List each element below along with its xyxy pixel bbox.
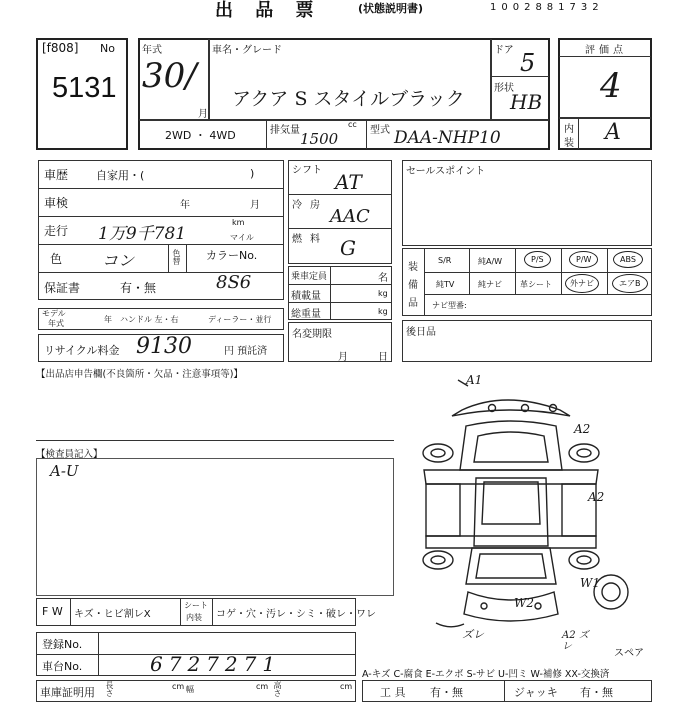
grade-score-label: 評価点: [585, 45, 627, 56]
reg-no-label: 登録No.: [42, 638, 83, 651]
height-unit: cm: [340, 682, 353, 691]
height-label: 高さ: [273, 681, 282, 697]
door-value: 5: [520, 49, 536, 77]
shift-label: シフト: [292, 165, 322, 176]
garage-cert-label: 車庫証明用: [40, 686, 95, 699]
usage-value: 自家用・(: [96, 169, 145, 182]
width-label: 幅: [186, 685, 194, 694]
interior-label-2: 装: [564, 138, 574, 149]
usage-label: 車歴: [44, 168, 69, 182]
inspection-year: 年: [180, 200, 190, 211]
car-name-value: アクア S スタイルブラック: [232, 88, 465, 110]
inspection-month: 月: [250, 200, 260, 211]
equip-leather-seat: 革シート: [520, 280, 552, 289]
name-change-month: 月: [338, 352, 348, 363]
jack-value: 有・無: [580, 686, 613, 699]
chassis-no-label: 車台No.: [42, 660, 83, 673]
fw-label: F W: [42, 605, 63, 618]
jack-label: ジャッキ: [514, 686, 558, 699]
recycle-unit: 円 預託済: [224, 346, 268, 357]
ac-label: 冷房: [292, 200, 328, 211]
fw-damage-types: キズ・ヒビ割レX: [74, 609, 151, 620]
dealer-label: ディーラー・並行: [208, 315, 272, 324]
shape-value: HB: [510, 90, 543, 114]
color-label: 色: [50, 252, 63, 266]
chassis-no-value: 6727271: [150, 652, 282, 676]
capacity-unit: 名: [378, 273, 388, 284]
grade-score-value: 4: [600, 66, 622, 106]
after-items-box: [402, 320, 652, 362]
equip-alloy-wheel: 純A/W: [478, 257, 503, 266]
model-code-value: DAA-NHP10: [394, 128, 501, 148]
serial-number: 1002881732: [490, 2, 604, 13]
load-label: 積載量: [291, 291, 321, 302]
month-label: 月: [198, 109, 208, 120]
year-label: 年式: [142, 45, 162, 56]
equip-aftermarket-navi: 外ナビ: [565, 274, 599, 293]
length-label: 長さ: [105, 681, 114, 697]
gross-unit: kg: [378, 307, 388, 316]
usage-close: ): [250, 167, 255, 180]
seat-label-2: 内装: [186, 613, 202, 622]
mark-front-right: A2: [574, 422, 591, 436]
seat-damage-types: コゲ・穴・汚レ・シミ・破レ・ワレ: [216, 609, 376, 620]
mark-rear-left: ズレ: [462, 628, 484, 641]
equip-abs: ABS: [613, 251, 643, 268]
seller-notes-label: 【出品店申告欄(不良箇所・欠品・注意事項等)】: [36, 369, 243, 380]
mileage-unit-mile: マイル: [230, 233, 254, 242]
model-year-label-1: モデル: [42, 309, 66, 318]
spare-label: スペア: [614, 648, 644, 659]
model-year-unit: 年: [104, 315, 112, 324]
mark-rear-right: W1: [580, 576, 600, 590]
recycle-label: リサイクル料金: [44, 344, 120, 357]
interior-grade-value: A: [605, 120, 621, 145]
name-change-day: 日: [378, 352, 388, 363]
capacity-label: 乗車定員: [291, 272, 328, 282]
shift-value: AT: [335, 170, 362, 194]
fuel-label: 燃料: [292, 234, 328, 245]
inspector-note: A-U: [50, 462, 79, 480]
year-value: 30/: [142, 56, 197, 96]
equip-genuine-tv: 純TV: [436, 280, 455, 289]
tools-value: 有・無: [430, 686, 463, 699]
gross-label: 総重量: [291, 309, 321, 320]
tools-label: 工 具: [380, 686, 406, 699]
color-no-label: カラーNo.: [206, 249, 258, 262]
lot-number: 5131: [52, 72, 117, 104]
equip-sunroof: S/R: [438, 256, 452, 265]
model-year-label-2: 年式: [48, 319, 64, 328]
displacement-value: 1500: [300, 130, 339, 148]
name-change-label: 名変期限: [292, 329, 332, 340]
inspector-label: 【検査員記入】: [36, 449, 103, 460]
equip-airbag: エアB: [612, 274, 648, 293]
fuel-value: G: [340, 236, 356, 260]
damage-legend: A-キズ C-腐食 E-エクボ S-サビ U-凹ミ W-補修 XX-交換済: [362, 669, 610, 680]
ac-value: AAC: [330, 206, 370, 227]
mileage-label: 走行: [44, 224, 69, 238]
equip-genuine-navi: 純ナビ: [478, 280, 502, 289]
mark-side-right: A2: [588, 490, 605, 504]
equipment-label-3: 品: [408, 298, 418, 309]
recycle-value: 9130: [136, 334, 192, 359]
mark-front-top: A1: [466, 373, 483, 387]
drive-type-label: 2WD ・ 4WD: [165, 129, 236, 142]
mileage-value: 1万9千781: [98, 224, 187, 244]
load-unit: kg: [378, 289, 388, 298]
after-items-label: 後日品: [406, 327, 436, 338]
length-unit: cm: [172, 682, 185, 691]
mark-rear-far: A2 ズレ: [562, 630, 589, 652]
inspection-label: 車検: [44, 196, 69, 210]
warranty-label: 保証書: [44, 281, 81, 295]
color-value: コン: [102, 251, 135, 270]
inspector-box: [36, 458, 394, 596]
seat-label-1: シート: [184, 601, 208, 610]
displacement-label: 排気量: [270, 125, 300, 136]
lot-prefix: [f808]: [42, 41, 79, 55]
car-condition-diagram: [410, 378, 660, 638]
lot-no-label: No: [100, 42, 115, 55]
equipment-label-2: 備: [408, 280, 418, 291]
color-no-value: 8S6: [216, 272, 252, 293]
navi-model-label: ナビ型番:: [432, 301, 467, 310]
car-name-label: 車名・グレード: [212, 45, 282, 56]
shape-label: 形状: [494, 83, 514, 94]
mark-rear-bottom: W2: [514, 596, 534, 610]
door-label: ドア: [494, 45, 514, 56]
width-unit: cm: [256, 682, 269, 691]
sales-point-label: セールスポイント: [406, 166, 486, 177]
warranty-value: 有・無: [120, 281, 157, 295]
handle-label: ハンドル 左・右: [120, 315, 179, 324]
equip-power-steering: P/S: [524, 251, 551, 268]
sheet-subtitle: (状態説明書): [358, 2, 424, 15]
displacement-unit: cc: [348, 120, 357, 129]
equipment-label-1: 装: [408, 262, 418, 273]
equip-power-window: P/W: [569, 251, 598, 268]
model-code-label: 型式: [370, 125, 390, 136]
sheet-title: 出 品 票: [215, 0, 322, 21]
interior-label-1: 内: [564, 124, 574, 135]
color-change-label: 色替: [172, 249, 181, 265]
mileage-unit-km: km: [232, 218, 245, 227]
